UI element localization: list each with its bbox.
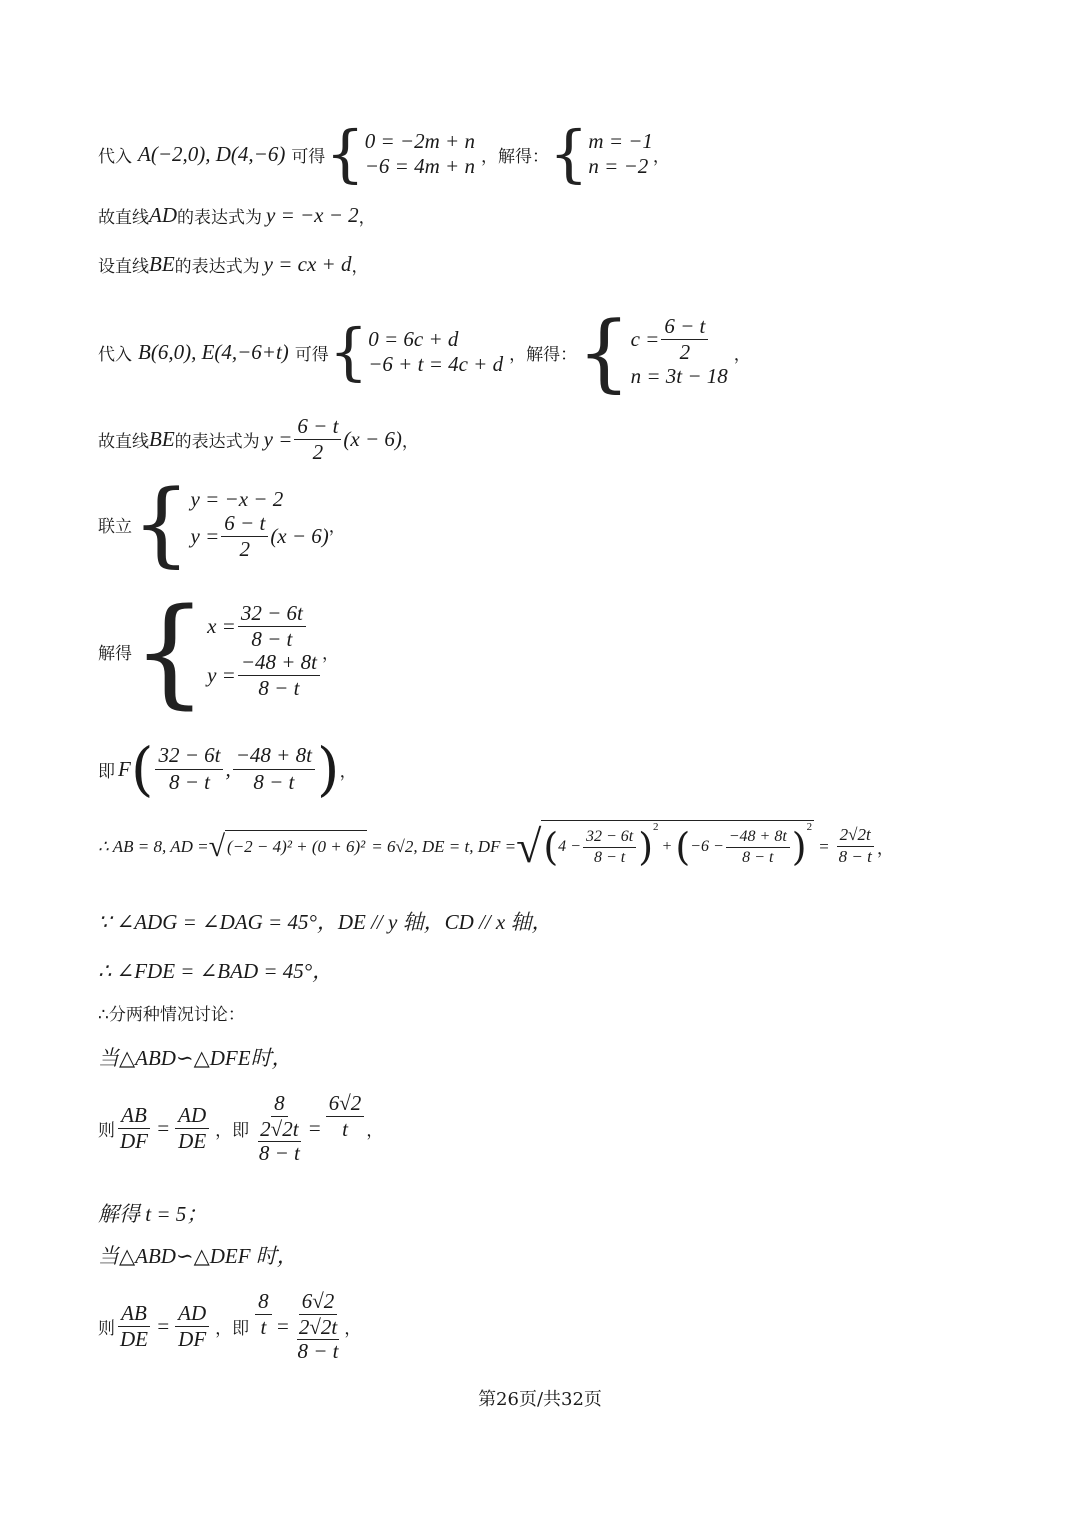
line-12: ∴分两种情况讨论： bbox=[98, 1005, 245, 1025]
line-5: 故直线 BE 的表达式为 y = $\frac{6 - t}{2}$ (x − 6) ， bbox=[98, 414, 419, 465]
line-14: 则 $\frac{AB}{DF}$ = $\frac{AD}{DE}$ ，即 8 2√2t 8 − t = $\frac{6√2}{t}$ ， bbox=[98, 1091, 384, 1166]
line-10: ∵ ∠ADG = ∠DAG = 45°，DE // y 轴，CD // x 轴， bbox=[98, 910, 553, 934]
line-2: 故直线 AD 的表达式为 y = −x − 2 ， bbox=[98, 203, 376, 228]
line-7: 解得 { x = $\frac{32 - 6t}{8 - t}$ y = $\frac{-48 + 8t}{8 - t}$ ， bbox=[98, 582, 340, 720]
line-11: ∴ ∠FDE = ∠BAD = 45°， bbox=[98, 959, 334, 983]
line-17: 则 $\frac{AB}{DE}$ = $\frac{AD}{DF}$ ，即 $\frac{8}{t}$ = 6√2 2√2t 8 − t ， bbox=[98, 1289, 362, 1364]
line-8: 即 F ( $\frac{32 - 6t}{8 - t}$ , $\frac{-48 + 8t}{8 - t}$ ) ， bbox=[98, 735, 357, 803]
line-9: ∴ AB = 8, AD = √ (−2 − 4)² + (0 + 6)² = 6√2, DE = t, DF = √ ( 4 − $\frac{32 - 6t}{8 - t}$ ) $^2$ + ( −6 − $\frac{-48 + 8t}{8 - t}$ ) $^2$ = $\frac{2√2t}{8 - t}$ ， bbox=[98, 821, 894, 872]
points-a-d: A(−2,0), D(4,−6) bbox=[138, 141, 286, 166]
line-4: 代入 B(6,0), E(4,−6+t) 可得 { 0 = 6c + d −6 + t = 4c + d ，解得： { c = $\frac{6 - t}{2}$ n = 3t − 18 ， bbox=[98, 303, 751, 401]
line-3: 设直线 BE 的表达式为 y = cx + d ， bbox=[98, 252, 369, 277]
page-footer bbox=[0, 1385, 1080, 1411]
line-15: 解得 t = 5； bbox=[98, 1202, 208, 1226]
system-1: { 0 = −2m + n −6 = 4m + n bbox=[325, 117, 475, 190]
line-1: 代入 A(−2,0), D(4,−6) 可得 { 0 = −2m + n −6 = 4m + n ，解得： { m = −1 n = −2 ， bbox=[98, 117, 670, 190]
solution-1: { m = −1 n = −2 bbox=[548, 117, 653, 190]
line-13: 当△ABD∽△DFE时， bbox=[98, 1046, 293, 1070]
page-number: 第26页/共32页 bbox=[478, 1389, 602, 1410]
line-6: 联立 { y = −x − 2 y = $\frac{6 - t}{2}$ (x − 6) ， bbox=[98, 470, 346, 577]
line-16: 当△ABD∽△DEF 时， bbox=[98, 1244, 298, 1268]
